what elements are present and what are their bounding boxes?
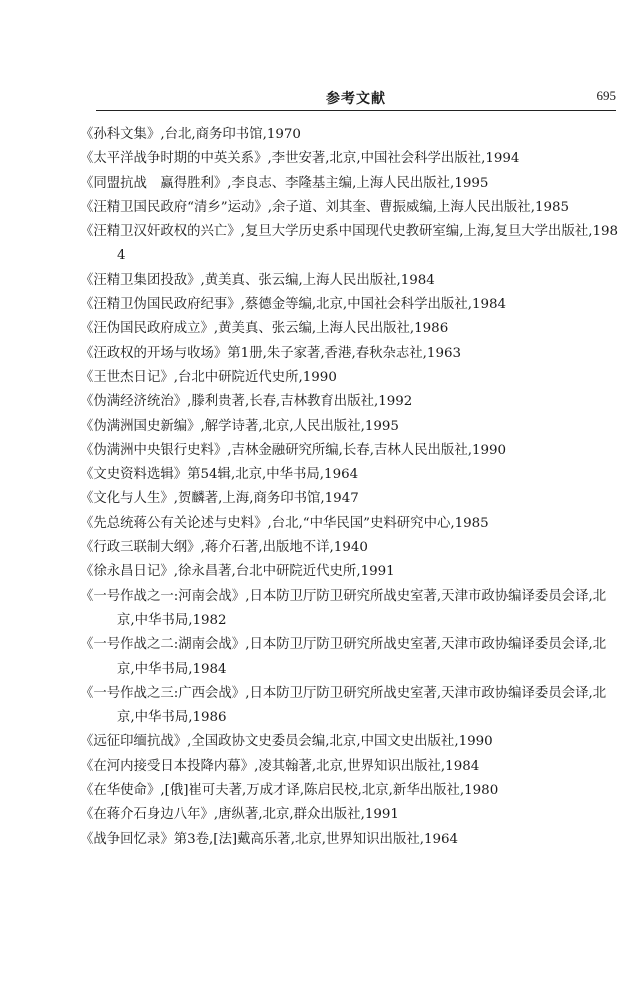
bibliography-entry: 《徐永昌日记》,徐永昌著,台北中研院近代史所,1991 <box>80 564 395 580</box>
header-rule <box>96 110 616 111</box>
page-number: 695 <box>596 88 616 103</box>
bibliography-entry: 《一号作战之二:湖南会战》,日本防卫厅防卫研究所战史室著,天津市政协编译委员会译,北京,中华书局,1984 <box>80 637 607 677</box>
bibliography-entry: 《太平洋战争时期的中英关系》,李世安著,北京,中国社会科学出版社,1994 <box>80 151 520 167</box>
bibliography-entry: 《战争回忆录》第3卷,[法]戴高乐著,北京,世界知识出版社,1964 <box>80 831 459 847</box>
bibliography-entry: 《孙科文集》,台北,商务印书馆,1970 <box>80 127 301 142</box>
bibliography-entry: 《汪精卫国民政府“清乡”运动》,余子道、刘其奎、曹振威编,上海人民出版社,1985 <box>80 199 570 215</box>
bibliography-entry: 《伪满洲中央银行史料》,吉林金融研究所编,长春,吉林人民出版社,1990 <box>80 442 507 458</box>
running-header-title: 参考文献 <box>326 91 386 107</box>
bibliography-list <box>80 123 620 852</box>
bibliography-entry: 《在蒋介石身边八年》,唐纵著,北京,群众出版社,1991 <box>80 807 399 823</box>
bibliography-entry: 《汪精卫汉奸政权的兴亡》,复旦大学历史系中国现代史教研室编,上海,复旦大学出版社,1984 <box>80 224 619 264</box>
bibliography-entry: 《同盟抗战 赢得胜利》,李良志、李隆基主编,上海人民出版社,1995 <box>80 175 489 191</box>
bibliography-entry: 《一号作战之一:河南会战》,日本防卫厅防卫研究所战史室著,天津市政协编译委员会译,北京,中华书局,1982 <box>80 588 607 628</box>
running-header <box>96 88 616 114</box>
bibliography-entry: 《伪满洲国史新编》,解学诗著,北京,人民出版社,1995 <box>80 418 399 434</box>
bibliography-entry: 《在河内接受日本投降内幕》,凌其翰著,北京,世界知识出版社,1984 <box>80 758 480 774</box>
bibliography-entry: 《在华使命》,[俄]崔可夫著,万成才译,陈启民校,北京,新华出版社,1980 <box>80 783 499 799</box>
bibliography-entry: 《汪精卫集团投敌》,黄美真、张云编,上海人民出版社,1984 <box>80 272 435 288</box>
bibliography-entry: 《先总统蒋公有关论述与史料》,台北,“中华民国”史料研究中心,1985 <box>80 515 489 531</box>
bibliography-entry: 《汪伪国民政府成立》,黄美真、张云编,上海人民出版社,1986 <box>80 321 449 337</box>
bibliography-entry: 《文化与人生》,贺麟著,上海,商务印书馆,1947 <box>80 491 359 507</box>
bibliography-entry: 《行政三联制大纲》,蒋介石著,出版地不详,1940 <box>80 540 368 556</box>
bibliography-entry: 《文史资料选辑》第54辑,北京,中华书局,1964 <box>80 467 359 483</box>
bibliography-entry: 《王世杰日记》,台北中研院近代史所,1990 <box>80 369 337 385</box>
bibliography-entry: 《汪政权的开场与收场》第1册,朱子家著,香港,春秋杂志社,1963 <box>80 345 461 361</box>
bibliography-entry: 《汪精卫伪国民政府纪事》,蔡德金等编,北京,中国社会科学出版社,1984 <box>80 297 507 313</box>
bibliography-entry: 《远征印缅抗战》,全国政协文史委员会编,北京,中国文史出版社,1990 <box>80 734 493 750</box>
bibliography-entry: 《一号作战之三:广西会战》,日本防卫厅防卫研究所战史室著,天津市政协编译委员会译,北京,中华书局,1986 <box>80 685 607 726</box>
bibliography-entry: 《伪满经济统治》,滕利贵著,长春,吉林教育出版社,1992 <box>80 394 413 410</box>
